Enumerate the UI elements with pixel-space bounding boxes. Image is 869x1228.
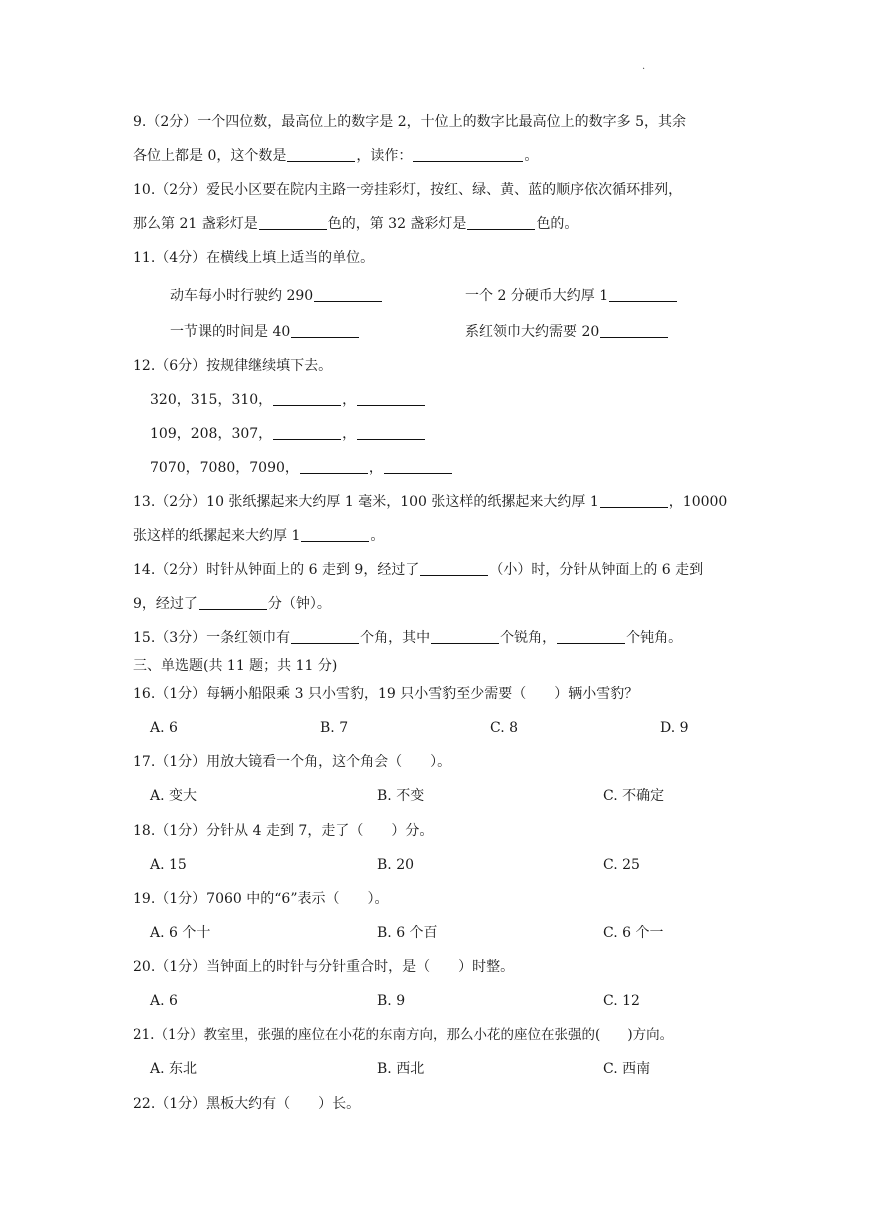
- q12-row3-text: 7070，7080，7090，: [150, 460, 299, 476]
- q10-line1: 10.（2分）爱民小区要在院内主路一旁挂彩灯，按红、绿、黄、蓝的顺序依次循环排列，: [133, 182, 683, 198]
- q17-option-a[interactable]: A. 变大: [150, 788, 198, 804]
- q16-option-c[interactable]: C. 8: [490, 720, 519, 736]
- q18-option-c[interactable]: C. 25: [603, 857, 640, 873]
- q16-option-a[interactable]: A. 6: [150, 720, 178, 736]
- q12-row2-sep: ，: [342, 426, 357, 442]
- q9-text-a: 各位上都是 0，这个数是: [133, 148, 287, 164]
- q12-row1-text: 320，315，310，: [150, 392, 273, 408]
- q15-line: [133, 628, 682, 648]
- q10-text-b: 色的，第 32 盏彩灯是: [327, 216, 467, 232]
- q17-text: 17.（1分）用放大镜看一个角，这个角会（ ）。: [133, 754, 452, 770]
- q14-line2: [133, 594, 331, 614]
- q18-option-b[interactable]: B. 20: [377, 857, 415, 873]
- q16-option-d[interactable]: D. 9: [660, 720, 689, 736]
- q19-text: 19.（1分）7060 中的“6”表示（ ）。: [133, 891, 389, 907]
- q21-option-c[interactable]: C. 西南: [603, 1061, 651, 1077]
- q19-option-b[interactable]: B. 6 个百: [377, 925, 438, 941]
- q12-row1-blank-1[interactable]: [273, 390, 341, 406]
- q12-row3: [150, 458, 453, 478]
- q14-blank-1[interactable]: [420, 560, 488, 576]
- q12-row1-sep: ，: [342, 392, 357, 408]
- q12-row1: [150, 390, 426, 410]
- q13-line1: [133, 492, 727, 512]
- q9-text-c: 。: [524, 148, 539, 164]
- q20-option-b[interactable]: B. 9: [377, 993, 406, 1009]
- q10-text-a: 那么第 21 盏彩灯是: [133, 216, 258, 232]
- q13-text-b: ，10000: [668, 494, 728, 510]
- q21-option-b[interactable]: B. 西北: [377, 1061, 425, 1077]
- q21-option-a[interactable]: A. 东北: [150, 1061, 198, 1077]
- q13-blank-1[interactable]: [600, 492, 668, 508]
- q14-text-c: 9，经过了: [133, 596, 198, 612]
- q12-row3-sep: ，: [368, 460, 383, 476]
- q20-text: 20.（1分）当钟面上的时针与分针重合时，是（ ）时整。: [133, 959, 515, 975]
- q10-line2: [133, 214, 578, 234]
- q20-option-c[interactable]: C. 12: [603, 993, 640, 1009]
- q11-title: 11.（4分）在横线上填上适当的单位。: [133, 250, 375, 266]
- q9-answer-blank-2[interactable]: [413, 146, 523, 162]
- q11-item-c: [170, 322, 360, 342]
- q12-row3-blank-1[interactable]: [300, 458, 368, 474]
- q9-line1: 9.（2分）一个四位数，最高位上的数字是 2，十位上的数字比最高位上的数字多 5，其余: [133, 114, 686, 130]
- q9-text-b: ，读作：: [356, 148, 413, 164]
- q22-text: 22.（1分）黑板大约有（ ）长。: [133, 1096, 361, 1112]
- q13-blank-2[interactable]: [301, 526, 369, 542]
- q19-option-a[interactable]: A. 6 个十: [150, 925, 211, 941]
- q13-text-d: 。: [370, 528, 385, 544]
- q19-option-c[interactable]: C. 6 个一: [603, 925, 664, 941]
- q9-line2: [133, 146, 538, 166]
- q17-option-b[interactable]: B. 不变: [377, 788, 425, 804]
- q21-text: 21.（1分）教室里，张强的座位在小花的东南方向，那么小花的座位在张强的( )方向。: [133, 1027, 674, 1043]
- q11-item-b-text: 一个 2 分硬币大约厚 1: [465, 288, 609, 304]
- q12-title: 12.（6分）按规律继续填下去。: [133, 358, 333, 374]
- q15-text-d: 个钝角。: [626, 630, 683, 646]
- q14-text-a: 14.（2分）时针从钟面上的 6 走到 9，经过了: [133, 562, 420, 578]
- q15-text-b: 个角，其中: [360, 630, 431, 646]
- q11-item-d: [465, 322, 669, 342]
- q11-item-b: [465, 286, 678, 306]
- q18-text: 18.（1分）分针从 4 走到 7，走了（ ）分。: [133, 823, 434, 839]
- q11-blank-c[interactable]: [291, 322, 359, 338]
- q11-item-c-text: 一节课的时间是 40: [170, 324, 291, 340]
- q11-item-d-text: 系红领巾大约需要 20: [465, 324, 600, 340]
- q15-text-a: 15.（3分）一条红领巾有: [133, 630, 291, 646]
- q12-row3-blank-2[interactable]: [384, 458, 452, 474]
- q20-option-a[interactable]: A. 6: [150, 993, 178, 1009]
- q16-text: 16.（1分）每辆小船限乘 3 只小雪豹，19 只小雪豹至少需要（ ）辆小雪豹？: [133, 686, 639, 702]
- q14-text-d: 分（钟）。: [267, 596, 331, 612]
- q12-row2-text: 109，208，307，: [150, 426, 273, 442]
- q16-option-b[interactable]: B. 7: [320, 720, 349, 736]
- section-3-heading: 三、单选题(共 11 题；共 11 分): [133, 658, 338, 674]
- q11-item-a: [170, 286, 383, 306]
- q18-option-a[interactable]: A. 15: [150, 857, 187, 873]
- q14-text-b: （小）时，分针从钟面上的 6 走到: [489, 562, 704, 578]
- q9-answer-blank-1[interactable]: [287, 146, 355, 162]
- q12-row2-blank-2[interactable]: [357, 424, 425, 440]
- q12-row2: [150, 424, 426, 444]
- q14-blank-2[interactable]: [199, 594, 267, 610]
- q13-text-c: 张这样的纸摞起来大约厚 1: [133, 528, 301, 544]
- q10-text-c: 色的。: [536, 216, 579, 232]
- q14-line1: [133, 560, 703, 580]
- q13-text-a: 13.（2分）10 张纸摞起来大约厚 1 毫米，100 张这样的纸摞起来大约厚 1: [133, 494, 599, 510]
- q11-blank-a[interactable]: [314, 286, 382, 302]
- q13-line2: [133, 526, 384, 546]
- q11-blank-b[interactable]: [609, 286, 677, 302]
- q17-option-c[interactable]: C. 不确定: [603, 788, 665, 804]
- q12-row1-blank-2[interactable]: [357, 390, 425, 406]
- q12-row2-blank-1[interactable]: [273, 424, 341, 440]
- q15-blank-1[interactable]: [291, 628, 359, 644]
- q10-answer-blank-2[interactable]: [467, 214, 535, 230]
- page-mark: ·: [642, 64, 646, 75]
- q15-blank-2[interactable]: [431, 628, 499, 644]
- q15-text-c: 个锐角，: [500, 630, 557, 646]
- q11-blank-d[interactable]: [600, 322, 668, 338]
- q15-blank-3[interactable]: [557, 628, 625, 644]
- q11-item-a-text: 动车每小时行驶约 290: [170, 288, 314, 304]
- q10-answer-blank-1[interactable]: [259, 214, 327, 230]
